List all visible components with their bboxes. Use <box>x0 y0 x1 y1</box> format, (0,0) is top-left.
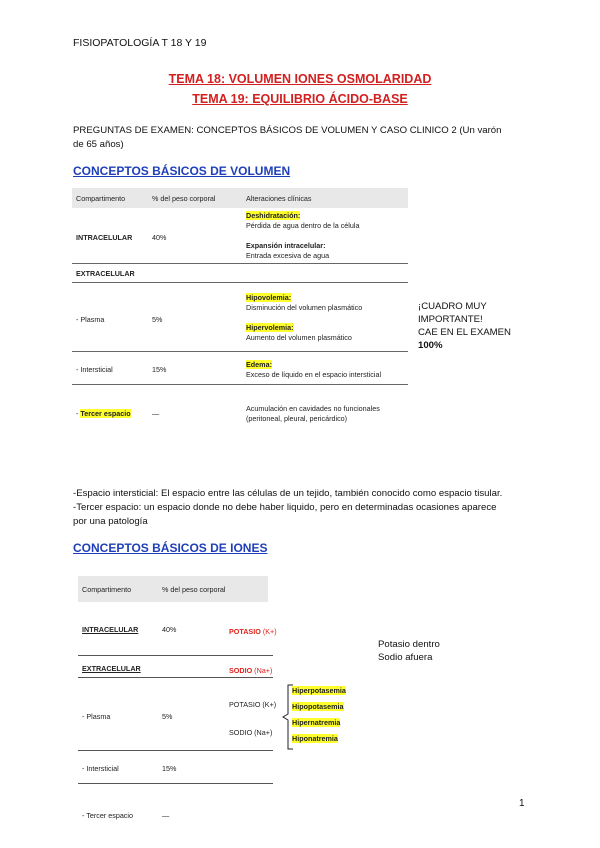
row-intersticial-pct: 15% <box>152 365 167 374</box>
ion-potasio-sym: (K+) <box>262 627 277 636</box>
alt-hipovolemia <box>246 293 362 312</box>
ion-row-intersticial-name: - Intersticial <box>82 764 119 773</box>
alt-hipervolemia <box>246 323 352 342</box>
row-tercer-prefix: - <box>76 409 81 418</box>
row-extracelular-name: EXTRACELULAR <box>76 269 135 278</box>
alt-deshidratacion-title: Deshidratación: <box>246 211 301 220</box>
definition-tercer-2: por una patología <box>73 516 148 527</box>
heading-conceptos-iones: CONCEPTOS BÁSICOS DE IONES <box>73 541 268 555</box>
alt-edema-desc: Exceso de líquido en el espacio intersticial <box>246 369 382 379</box>
row-plasma-pct: 5% <box>152 315 163 324</box>
row-tercer-name <box>76 409 131 419</box>
alt-edema-title: Edema: <box>246 360 272 369</box>
ion-row-tercer-name: - Tercer espacio <box>82 811 133 820</box>
ion-disorder <box>292 718 340 728</box>
ion-disorder <box>292 734 338 744</box>
side-note-line: 100% <box>418 340 443 351</box>
ion-row-intracelular-name: INTRACELULAR <box>82 625 139 634</box>
row-intersticial-name: - Intersticial <box>76 365 113 374</box>
col-peso: % del peso corporal <box>162 585 226 594</box>
ion-potasio <box>229 627 277 637</box>
divider <box>78 677 273 678</box>
ion-row-intracelular-pct: 40% <box>162 625 177 634</box>
alt-tercer <box>246 404 380 423</box>
col-compartimento: Compartimento <box>82 585 132 594</box>
alt-tercer-line1: Acumulación en cavidades no funcionales <box>246 404 380 413</box>
ion-plasma-potasio: POTASIO (K+) <box>229 700 277 709</box>
alt-expansion-desc: Entrada excesiva de agua <box>246 250 330 260</box>
ion-plasma-sodio: SODIO (Na+) <box>229 728 273 737</box>
divider <box>78 783 273 784</box>
col-compartimento: Compartimento <box>76 194 126 203</box>
table-volumen <box>72 188 408 433</box>
document-header: FISIOPATOLOGÍA T 18 Y 19 <box>73 37 207 49</box>
side-note-line: Potasio dentro <box>378 639 440 650</box>
row-intracelular-pct: 40% <box>152 233 167 242</box>
ion-disorder <box>292 686 346 696</box>
disorder-hipopotasemia: Hipopotasemia <box>292 702 344 711</box>
col-alteraciones: Alteraciones clínicas <box>246 194 312 203</box>
side-note-line: Sodio afuera <box>378 652 433 663</box>
alt-hipervolemia-title: Hipervolemia: <box>246 323 294 332</box>
row-tercer-pct: — <box>152 409 160 418</box>
ion-sodio-sym: (Na+) <box>254 666 273 675</box>
divider <box>72 384 408 385</box>
divider <box>72 263 408 264</box>
ion-row-extracelular-name: EXTRACELULAR <box>82 664 141 673</box>
divider <box>78 750 273 751</box>
page-number: 1 <box>519 798 525 809</box>
disorder-hipernatremia: Hipernatremia <box>292 718 341 727</box>
alt-hipovolemia-desc: Disminución del volumen plasmático <box>246 302 363 312</box>
divider <box>78 655 273 656</box>
title-tema-19: TEMA 19: EQUILIBRIO ÁCIDO-BASE <box>192 92 408 106</box>
ion-row-intersticial-pct: 15% <box>162 764 177 773</box>
ion-row-tercer-pct: — <box>162 811 170 820</box>
ion-potasio-label: POTASIO <box>229 627 261 636</box>
row-plasma-name: - Plasma <box>76 315 105 324</box>
title-tema-18: TEMA 18: VOLUMEN IONES OSMOLARIDAD <box>168 72 432 86</box>
ion-sodio-label: SODIO <box>229 666 253 675</box>
side-note-volumen <box>418 300 511 352</box>
ion-row-plasma-name: - Plasma <box>82 712 111 721</box>
alt-deshidratacion <box>246 211 360 230</box>
col-peso: % del peso corporal <box>152 194 216 203</box>
alt-deshidratacion-desc: Pérdida de agua dentro de la célula <box>246 220 360 230</box>
row-tercer-label: Tercer espacio <box>80 409 131 418</box>
side-note-iones <box>378 638 440 664</box>
disorder-hiponatremia: Hiponatremia <box>292 734 338 743</box>
ion-sodio <box>229 666 272 676</box>
alt-expansion-title: Expansión intracelular: <box>246 241 326 250</box>
intro-line-1: PREGUNTAS DE EXAMEN: CONCEPTOS BÁSICOS DE VOLUMEN Y CASO CLINICO 2 (Un varón <box>73 125 502 136</box>
side-note-line: CAE EN EL EXAMEN <box>418 327 511 338</box>
divider <box>72 351 408 352</box>
intro-line-2: de 65 años) <box>73 139 124 150</box>
heading-conceptos-volumen: CONCEPTOS BÁSICOS DE VOLUMEN <box>73 164 291 178</box>
ion-row-plasma-pct: 5% <box>162 712 173 721</box>
table-iones <box>78 576 378 826</box>
alt-edema <box>246 360 381 379</box>
side-note-line: ¡CUADRO MUY <box>418 301 487 312</box>
side-note-line: IMPORTANTE! <box>418 314 483 325</box>
alt-tercer-line2: (peritoneal, pleural, pericárdico) <box>246 413 348 423</box>
definition-tercer-1: -Tercer espacio: un espacio donde no debe haber liquido, pero en determinadas ocasiones aparece <box>73 502 497 513</box>
alt-hipovolemia-title: Hipovolemia: <box>246 293 292 302</box>
disorder-hiperpotasemia: Hiperpotasemia <box>292 686 346 695</box>
row-intracelular-name: INTRACELULAR <box>76 233 133 242</box>
definition-intersticial: -Espacio intersticial: El espacio entre las células de un tejido, también conocido como espacio tisular. <box>73 488 503 499</box>
ion-disorder <box>292 702 344 712</box>
alt-hipervolemia-desc: Aumento del volumen plasmático <box>246 332 352 342</box>
alt-expansion <box>246 241 329 260</box>
divider <box>72 282 408 283</box>
